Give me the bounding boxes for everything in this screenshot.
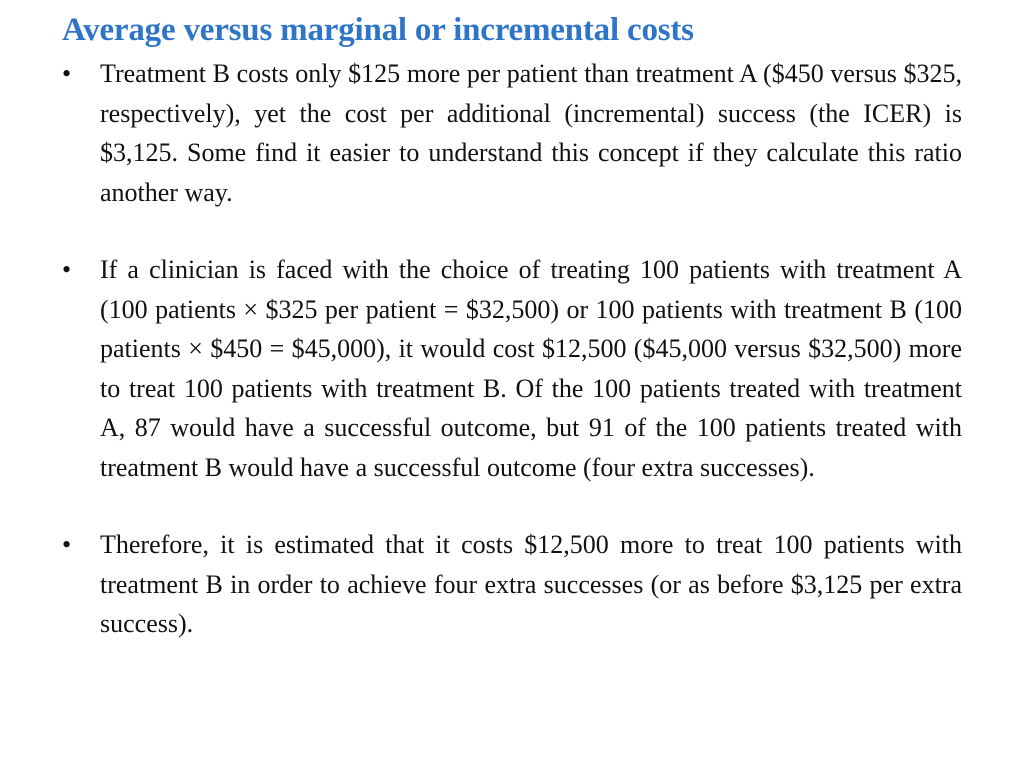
- slide-title: Average versus marginal or incremental costs: [62, 12, 694, 48]
- bullet-item: [62, 54, 962, 212]
- bullet-text: Treatment B costs only $125 more per patient than treatment A ($450 versus $325, respectively), yet the cost per additional (incremental) success (the ICER) is $3,125. Some find it easier to understand this concept if they calculate this ratio another way.: [100, 59, 962, 207]
- bullet-item: [62, 525, 962, 644]
- bullet-item: [62, 250, 962, 487]
- bullet-icon: •: [62, 530, 72, 559]
- bullet-icon: •: [62, 59, 72, 88]
- bullet-icon: •: [62, 255, 72, 284]
- bullet-text: If a clinician is faced with the choice of treating 100 patients with treatment A (100 patients × $325 per patient = $32,500) or 100 patients with treatment B (100 patients × $450 = $45,000), it would cost $12,500 ($45,000 versus $32,500) more to treat 100 patients with treatment B. Of the 100 patients treated with treatment A, 87 would have a successful outcome, but 91 of the 100 patients treated with treatment B would have a successful outcome (four extra successes).: [100, 255, 962, 482]
- bullet-text: Therefore, it is estimated that it costs $12,500 more to treat 100 patients with treatment B in order to achieve four extra successes (or as before $3,125 per extra success).: [100, 530, 962, 638]
- bullet-list: [62, 54, 962, 644]
